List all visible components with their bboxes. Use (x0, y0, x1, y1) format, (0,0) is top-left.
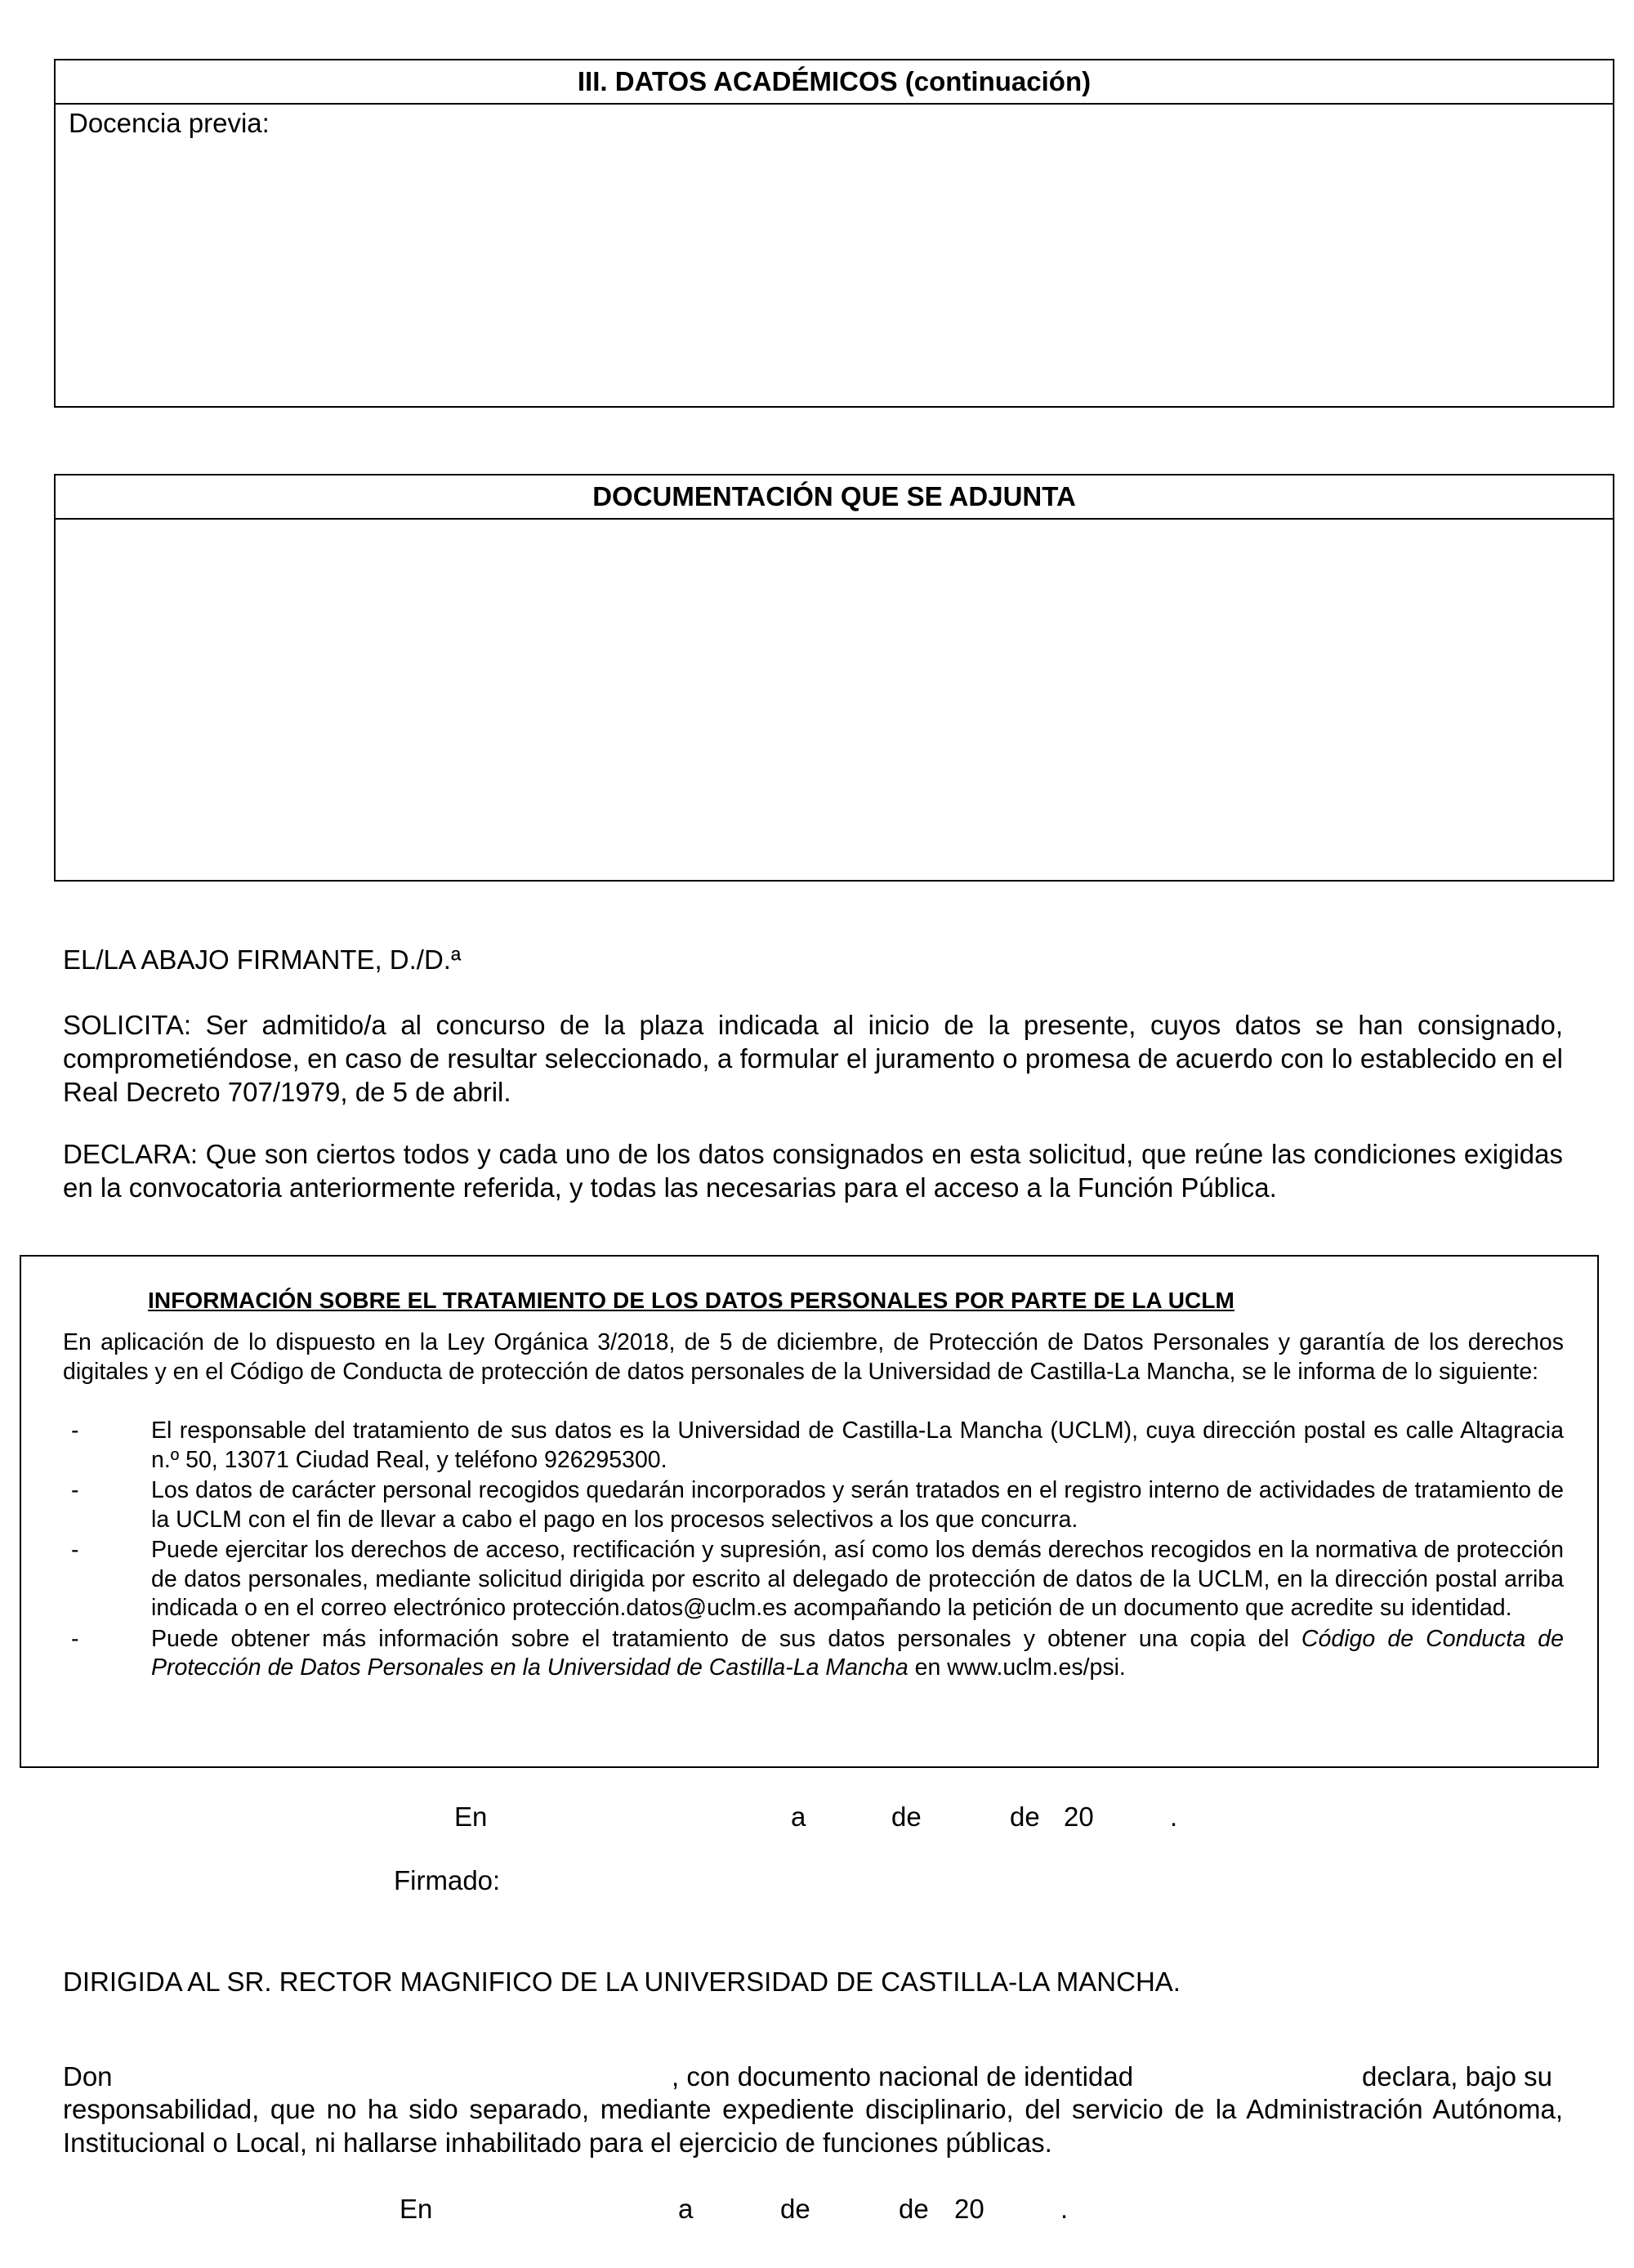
don-label: Don (63, 2061, 113, 2092)
previous-teaching-label: Docencia previa: (69, 108, 270, 138)
declaration-paragraph (63, 1137, 1563, 1204)
signed-label: Firmado: (394, 1865, 501, 1895)
code-of-conduct-title: Código de Conducta de Protección de Datos Personales en la Universidad de Castilla-La Mancha (151, 1625, 1564, 1681)
privacy-info-intro: En aplicación de lo dispuesto en la Ley Orgánica 3/2018, de 5 de diciembre, de Protección de Datos Personales y garantía de los derechos digitales y en el Código de Conducta de protección de datos personales de la Universidad de Castilla-La Mancha, se le informa de lo siguiente: (63, 1329, 1564, 1385)
date-month-label: de (891, 1801, 922, 1832)
attached-docs-box (54, 474, 1614, 882)
date-day-label: a (791, 1801, 806, 1832)
addressee-line: DIRIGIDA AL SR. RECTOR MAGNIFICO DE LA UNIVERSIDAD DE CASTILLA-LA MANCHA. (63, 1967, 1181, 1997)
solicita-text: SOLICITA: Ser admitido/a al concurso de la plaza indicada al inicio de la presente, cuyos datos se han consignado, comprometiéndose, en caso de resultar seleccionado, a formular el juramento o promesa de acuerdo con lo establecido en el Real Decreto 707/1979, de 5 de abril. (63, 1010, 1563, 1107)
date-place-label: En (400, 2194, 433, 2224)
declaration-body: responsabilidad, que no ha sido separado, mediante expediente disciplinario, del servicio de la Administración Autónoma, Institucional o Local, ni hallarse inhabilitado para el ejercicio de funciones públicas. (63, 2094, 1563, 2158)
attached-docs-title: DOCUMENTACIÓN QUE SE ADJUNTA (56, 475, 1613, 520)
signature-field[interactable] (523, 1855, 1258, 1904)
signer-line: EL/LA ABAJO FIRMANTE, D./D.ª (63, 944, 462, 975)
academic-data-box (54, 59, 1614, 408)
date-year-label: de (899, 2194, 929, 2224)
attached-docs-field[interactable] (56, 520, 1613, 880)
declara-label: declara, bajo su (1362, 2061, 1552, 2092)
academic-data-title: III. DATOS ACADÉMICOS (continuación) (56, 60, 1613, 105)
list-item: - El responsable del tratamiento de sus datos es la Universidad de Castilla-La Mancha (UCLM), cuya dirección postal es calle Altagracia n.º 50, 13071 Ciudad Real, y teléfono 926295300. (71, 1418, 1564, 1473)
privacy-info-title: INFORMACIÓN SOBRE EL TRATAMIENTO DE LOS DATOS PERSONALES POR PARTE DE LA UCLM (148, 1288, 1234, 1313)
date-end: . (1170, 1801, 1178, 1832)
date-place-label: En (454, 1801, 488, 1832)
privacy-info-box (20, 1255, 1599, 1768)
list-item: - Los datos de carácter personal recogidos quedarán incorporados y serán tratados en el registro interno de actividades de tratamiento de la UCLM con el fin de llevar a cabo el pago en los procesos selectivos a los que concurra. (71, 1477, 1564, 1533)
date-year-label: de (1010, 1801, 1040, 1832)
date-year-prefix: 20 (954, 2194, 984, 2224)
request-paragraph (63, 1008, 1563, 1109)
date-year-prefix: 20 (1064, 1801, 1094, 1832)
date-end: . (1060, 2194, 1069, 2224)
privacy-info-list (63, 1417, 1564, 1685)
declara-text: DECLARA: Que son ciertos todos y cada uno de los datos consignados en esta solicitud, que reúne las condiciones exigidas en la convocatoria anteriormente referida, y todas las necesarias para el acceso a la Función Pública. (63, 1139, 1563, 1203)
list-item: - Puede ejercitar los derechos de acceso, rectificación y supresión, así como los demás derechos recogidos en la normativa de protección de datos personales, mediante solicitud dirigida por escrito al delegado de protección de datos de la UCLM, en la dirección postal arriba indicada o en el correo electrónico protección.datos@uclm.es acompañando la petición de un documento que acredite su identidad. (71, 1537, 1564, 1621)
dni-label: , con documento nacional de identidad (672, 2061, 1134, 2092)
previous-teaching-field[interactable] (56, 105, 1613, 406)
list-item: - Puede obtener más información sobre el tratamiento de sus datos personales y obtener una copia del Código de Conducta de Protección de Datos Personales en la Universidad de Castilla-La Mancha en www.uclm.es/psi. (71, 1625, 1564, 1681)
date-month-label: de (780, 2194, 810, 2224)
date-day-label: a (678, 2194, 694, 2224)
